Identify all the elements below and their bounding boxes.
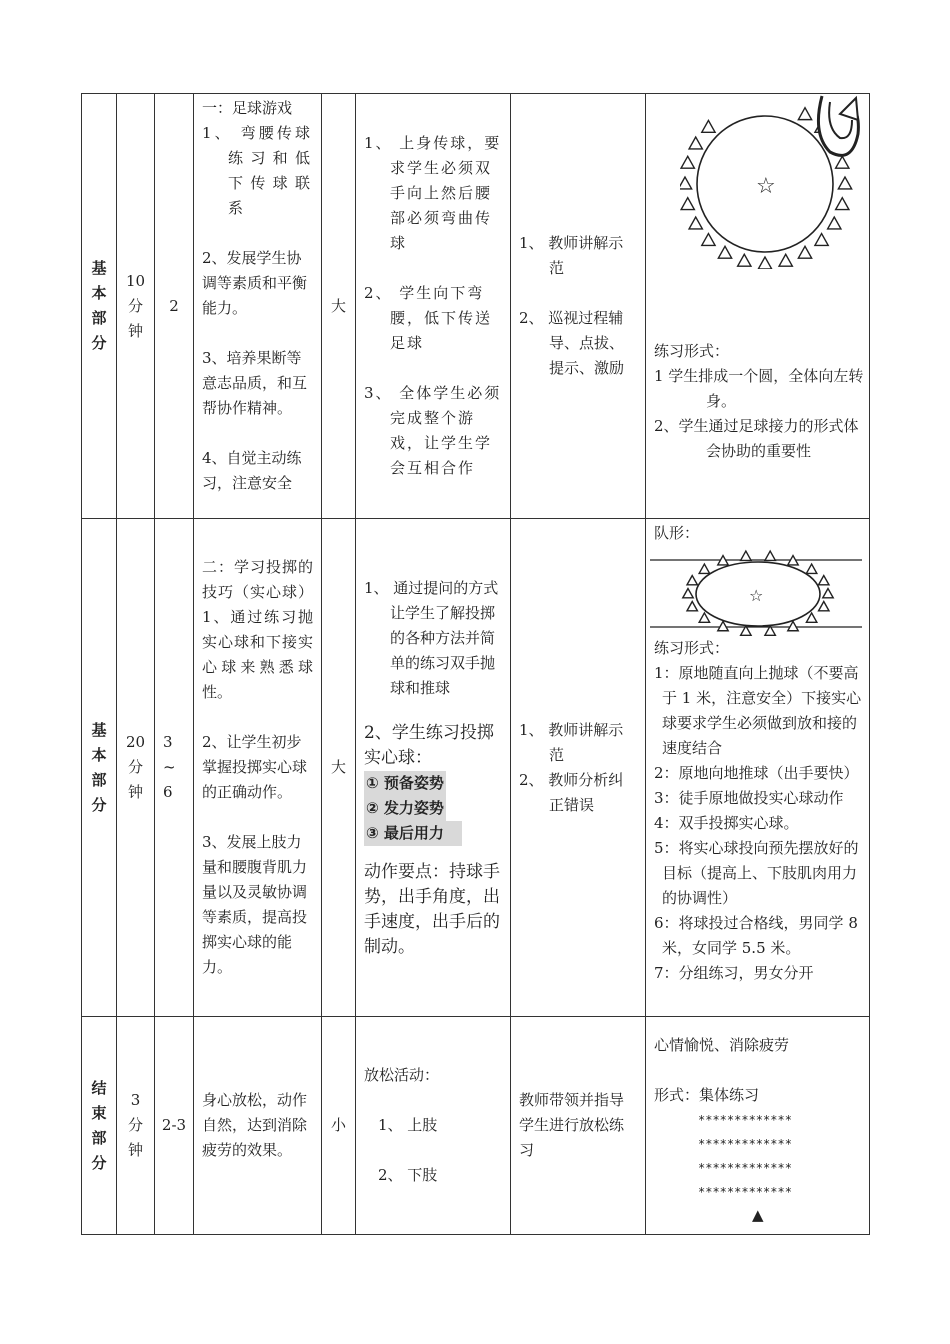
student-cell	[356, 519, 511, 1017]
section-char: 分	[91, 334, 107, 352]
form-item: 1：原地随直向上抛球（不要高于 1 米，注意安全）下接实心球要求学生必须做到放和接的速度结合	[654, 664, 862, 757]
student-triangle-icon	[838, 177, 851, 189]
student-triangle-icon	[718, 621, 728, 630]
student-triangle-icon	[819, 576, 829, 585]
ellipse-formation-diagram	[650, 546, 864, 636]
form-item: 2：原地向地推球（出手要快）	[654, 764, 859, 782]
section-char: 分	[91, 1153, 107, 1172]
student-item: 3、 全体学生必须完成整个游戏，让学生学会互相合作	[364, 384, 502, 477]
student-triangle-icon	[806, 564, 816, 573]
time-cell	[117, 94, 155, 519]
star-icon: ☆	[749, 586, 764, 605]
teacher-item: 2、 巡视过程辅导、点拔、提示、激励	[519, 309, 625, 377]
organization-cell	[646, 519, 870, 1017]
count-cell: 2	[155, 94, 194, 519]
content-item: 3、发展上肢力量和腰腹背肌力量以及灵敏协调等素质，提高投掷实心球的能力。	[202, 833, 308, 976]
teacher-item: 1、 教师讲解示范	[519, 720, 624, 764]
intensity-cell: 大	[322, 94, 356, 519]
student-triangle-icon	[702, 120, 715, 132]
star-row: *************	[698, 1161, 792, 1175]
teacher-item: 1、 教师讲解示范	[519, 234, 624, 277]
student-triangle-icon	[779, 254, 792, 266]
student-triangle-icon	[689, 217, 702, 229]
content-item: 3、培养果断等意志品质，和互帮协作精神。	[202, 349, 308, 417]
form-label: 练习形式：	[654, 342, 730, 360]
student-triangle-icon	[836, 156, 849, 168]
count-cell	[155, 519, 194, 1017]
section-char: 基	[91, 259, 107, 277]
mood-text: 心情愉悦、消除疲劳	[654, 1036, 790, 1054]
time-unit: 钟	[127, 783, 143, 801]
form-item: 5：将实心球投向预先摆放好的目标（提高上、下肢肌肉用力的协调性）	[654, 839, 859, 907]
relax-item: 1、 上肢	[378, 1116, 438, 1134]
content-cell	[194, 94, 322, 519]
time-unit: 钟	[127, 1141, 143, 1159]
student-triangle-icon	[681, 156, 694, 168]
student-triangle-icon	[702, 234, 715, 246]
star-icon: ☆	[756, 174, 776, 199]
student-triangle-icon	[718, 246, 731, 258]
intensity-cell: 小	[322, 1017, 356, 1235]
section-char: 结	[91, 1078, 107, 1097]
section-char: 基	[91, 720, 107, 739]
student-triangle-icon	[683, 589, 693, 598]
intensity-cell: 大	[322, 519, 356, 1017]
count-value: 3	[163, 733, 173, 751]
student-item: 1、 通过提问的方式让学生了解投掷的各种方法并简单的练习双手抛球和推球	[364, 578, 499, 697]
time-cell	[117, 519, 155, 1017]
section-char: 本	[91, 284, 107, 302]
teacher-cell	[511, 519, 646, 1017]
time-unit: 分	[127, 758, 143, 776]
student-triangle-icon	[819, 601, 829, 610]
lesson-plan-table	[81, 93, 870, 1235]
time-value: 20	[125, 733, 146, 751]
time-value: 10	[125, 271, 146, 290]
time-value: 3	[130, 1091, 141, 1109]
student-triangle-icon	[687, 576, 697, 585]
student-triangle-icon	[828, 217, 841, 229]
form-item: 1 学生排成一个圆，全体向左转身。	[654, 367, 864, 410]
form-item: 7：分组练习，男女分开	[654, 964, 814, 982]
student-item: 2、 学生向下弯腰，低下传送足球	[364, 284, 493, 352]
student-triangle-icon	[765, 551, 775, 560]
relax-item: 2、 下肢	[378, 1166, 438, 1184]
form-label: 练习形式：	[654, 639, 730, 657]
time-cell	[117, 1017, 155, 1235]
content-item: 4、自觉主动练习，注意安全	[202, 449, 302, 492]
count-cell: 2-3	[155, 1017, 194, 1235]
content-item: 1、 弯腰传球练习和低下传球联系	[202, 124, 313, 217]
relax-title: 放松活动：	[364, 1066, 440, 1084]
section-char: 部	[91, 770, 107, 789]
content-item: 2、发展学生协调等素质和平衡能力。	[202, 249, 308, 317]
section-char: 部	[91, 1128, 107, 1147]
form-text: 形式：集体练习	[654, 1086, 760, 1104]
organization-cell	[646, 94, 870, 519]
key-points: 动作要点：持球手势，出手角度，出手速度，出手后的制动。	[364, 861, 500, 957]
student-item: 2、学生练习投掷实心球：	[364, 722, 494, 768]
teacher-item: 2、 教师分析纠正错误	[519, 770, 624, 814]
section-char: 分	[91, 795, 107, 814]
form-item: 3：徒手原地做投实心球动作	[654, 789, 844, 807]
rotate-arrow-icon	[818, 96, 858, 155]
student-triangle-icon	[689, 137, 702, 149]
student-triangle-icon	[680, 177, 692, 189]
student-triangle-icon	[836, 198, 849, 210]
section-cell	[82, 519, 117, 1017]
table-row-soccer	[82, 94, 870, 519]
form-item: 6：将球投过合格线，男同学 8 米，女同学 5.5 米。	[654, 914, 858, 957]
section-char: 本	[91, 745, 107, 764]
student-cell	[356, 1017, 511, 1235]
student-cell	[356, 94, 511, 519]
content-cell	[194, 519, 322, 1017]
star-row: *************	[698, 1113, 792, 1127]
section-cell	[82, 94, 117, 519]
table-row-shotput	[82, 519, 870, 1017]
student-triangle-icon	[806, 613, 816, 622]
student-triangle-icon	[823, 589, 833, 598]
student-triangle-icon	[681, 198, 694, 210]
content-title: 二：学习投掷的技巧（实心球）1、通过练习抛实心球和下接实心球来熟悉球性。	[202, 558, 313, 701]
student-triangle-icon	[798, 246, 811, 258]
content-title: 一：足球游戏	[202, 99, 293, 117]
time-unit: 钟	[127, 321, 143, 340]
step-label: ② 发力姿势	[364, 796, 446, 821]
student-triangle-icon	[738, 254, 751, 266]
student-triangle-icon	[687, 601, 697, 610]
star-row: *************	[698, 1185, 792, 1199]
formation-label: 队形：	[654, 524, 700, 542]
student-triangle-icon	[798, 108, 811, 120]
content-cell: 身心放松，动作自然，达到消除疲劳的效果。	[194, 1017, 322, 1235]
circle-formation-diagram	[680, 94, 894, 269]
form-item: 4：双手投掷实心球。	[654, 814, 799, 832]
student-triangle-icon	[758, 257, 771, 269]
step-label: ③ 最后用力	[364, 821, 462, 846]
student-item: 1、 上身传球，要求学生必须双手向上然后腰部必须弯曲传球	[364, 134, 502, 252]
teacher-cell: 教师带领并指导学生进行放松练习	[511, 1017, 646, 1235]
student-triangle-icon	[699, 613, 709, 622]
student-triangle-icon	[699, 564, 709, 573]
form-item: 2、学生通过足球接力的形式体会协助的重要性	[654, 417, 859, 460]
section-char: 束	[91, 1103, 107, 1122]
step-label: ① 预备姿势	[364, 771, 446, 796]
teacher-marker-icon: ▲	[752, 1206, 764, 1224]
count-value: ~	[163, 758, 176, 776]
time-unit: 分	[127, 296, 143, 315]
count-value: 6	[163, 783, 173, 801]
student-triangle-icon	[741, 551, 751, 560]
section-char: 部	[91, 309, 107, 327]
table-row-cooldown	[82, 1017, 870, 1235]
teacher-cell	[511, 94, 646, 519]
section-cell	[82, 1017, 117, 1235]
star-row: *************	[698, 1137, 792, 1151]
student-triangle-icon	[815, 234, 828, 246]
student-triangle-icon	[788, 621, 798, 630]
organization-cell	[646, 1017, 870, 1235]
time-unit: 分	[127, 1116, 143, 1134]
content-item: 2、让学生初步掌握投掷实心球的正确动作。	[202, 733, 308, 801]
